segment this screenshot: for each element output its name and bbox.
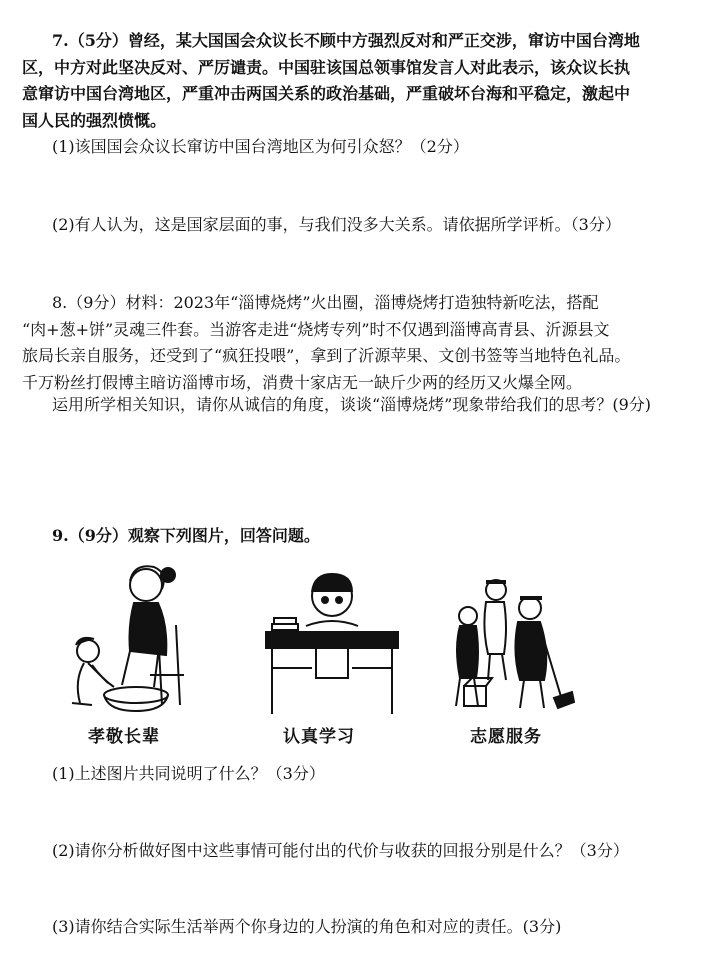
q9-sub2: (2)请你分析做好图中这些事情可能付出的代价与收获的回报分别是什么？（3分） (52, 841, 629, 860)
q8-question: 运用所学相关知识，请你从诚信的角度，谈谈“淄博烧烤”现象带给我们的思考？(9分) (52, 395, 652, 414)
q9-head: 9.（9分）观察下列图片，回答问题。 (52, 526, 320, 545)
q8-material (22, 290, 672, 396)
q9-sub1: (1)上述图片共同说明了什么？（3分） (52, 764, 325, 783)
volunteer-illustration (440, 568, 580, 718)
q7-line-2: 区，中方对此坚决反对、严厉谴责。中国驻该国总领事馆发言人对此表示，该众议长执 (22, 57, 631, 77)
q7-line-1: 7.（5分）曾经，某大国国会众议长不顾中方强烈反对和严正交涉，窜访中国台湾地 (52, 31, 640, 50)
caption-studying: 认真学习 (283, 727, 355, 747)
filial-piety-illustration (58, 555, 198, 715)
q7-sub2: (2)有人认为，这是国家层面的事，与我们没多大关系。请依据所学评析。（3分） (52, 215, 621, 234)
q9-sub3: (3)请你结合实际生活举两个你身边的人扮演的角色和对应的责任。(3分) (52, 917, 562, 936)
q7-line-4: 国人民的强烈愤慨。 (22, 110, 167, 130)
q8-line-3: 旅局长亲自服务，还受到了“疯狂投喂”，拿到了沂源苹果、文创书签等当地特色礼品。 (22, 346, 631, 365)
caption-volunteering: 志愿服务 (470, 727, 542, 747)
caption-filial-piety: 孝敬长辈 (88, 727, 160, 747)
q7-material (22, 28, 672, 134)
q7-sub1: (1)该国国会众议长窜访中国台湾地区为何引众怒？（2分） (52, 137, 469, 156)
studying-illustration (262, 568, 402, 718)
q8-line-4: 千万粉丝打假博主暗访淄博市场，消费十家店无一缺斤少两的经历又火爆全网。 (22, 372, 583, 392)
q7-line-3: 意窜访中国台湾地区，严重冲击两国关系的政治基础，严重破坏台海和平稳定，激起中 (22, 84, 631, 103)
q8-line-1: 8.（9分）材料：2023年“淄博烧烤”火出圈，淄博烧烤打造独特新吃法，搭配 (52, 293, 599, 312)
q8-line-2: “肉+葱+饼”灵魂三件套。当游客走进“烧烤专列”时不仅遇到淄博高青县、沂源县文 (22, 319, 610, 339)
